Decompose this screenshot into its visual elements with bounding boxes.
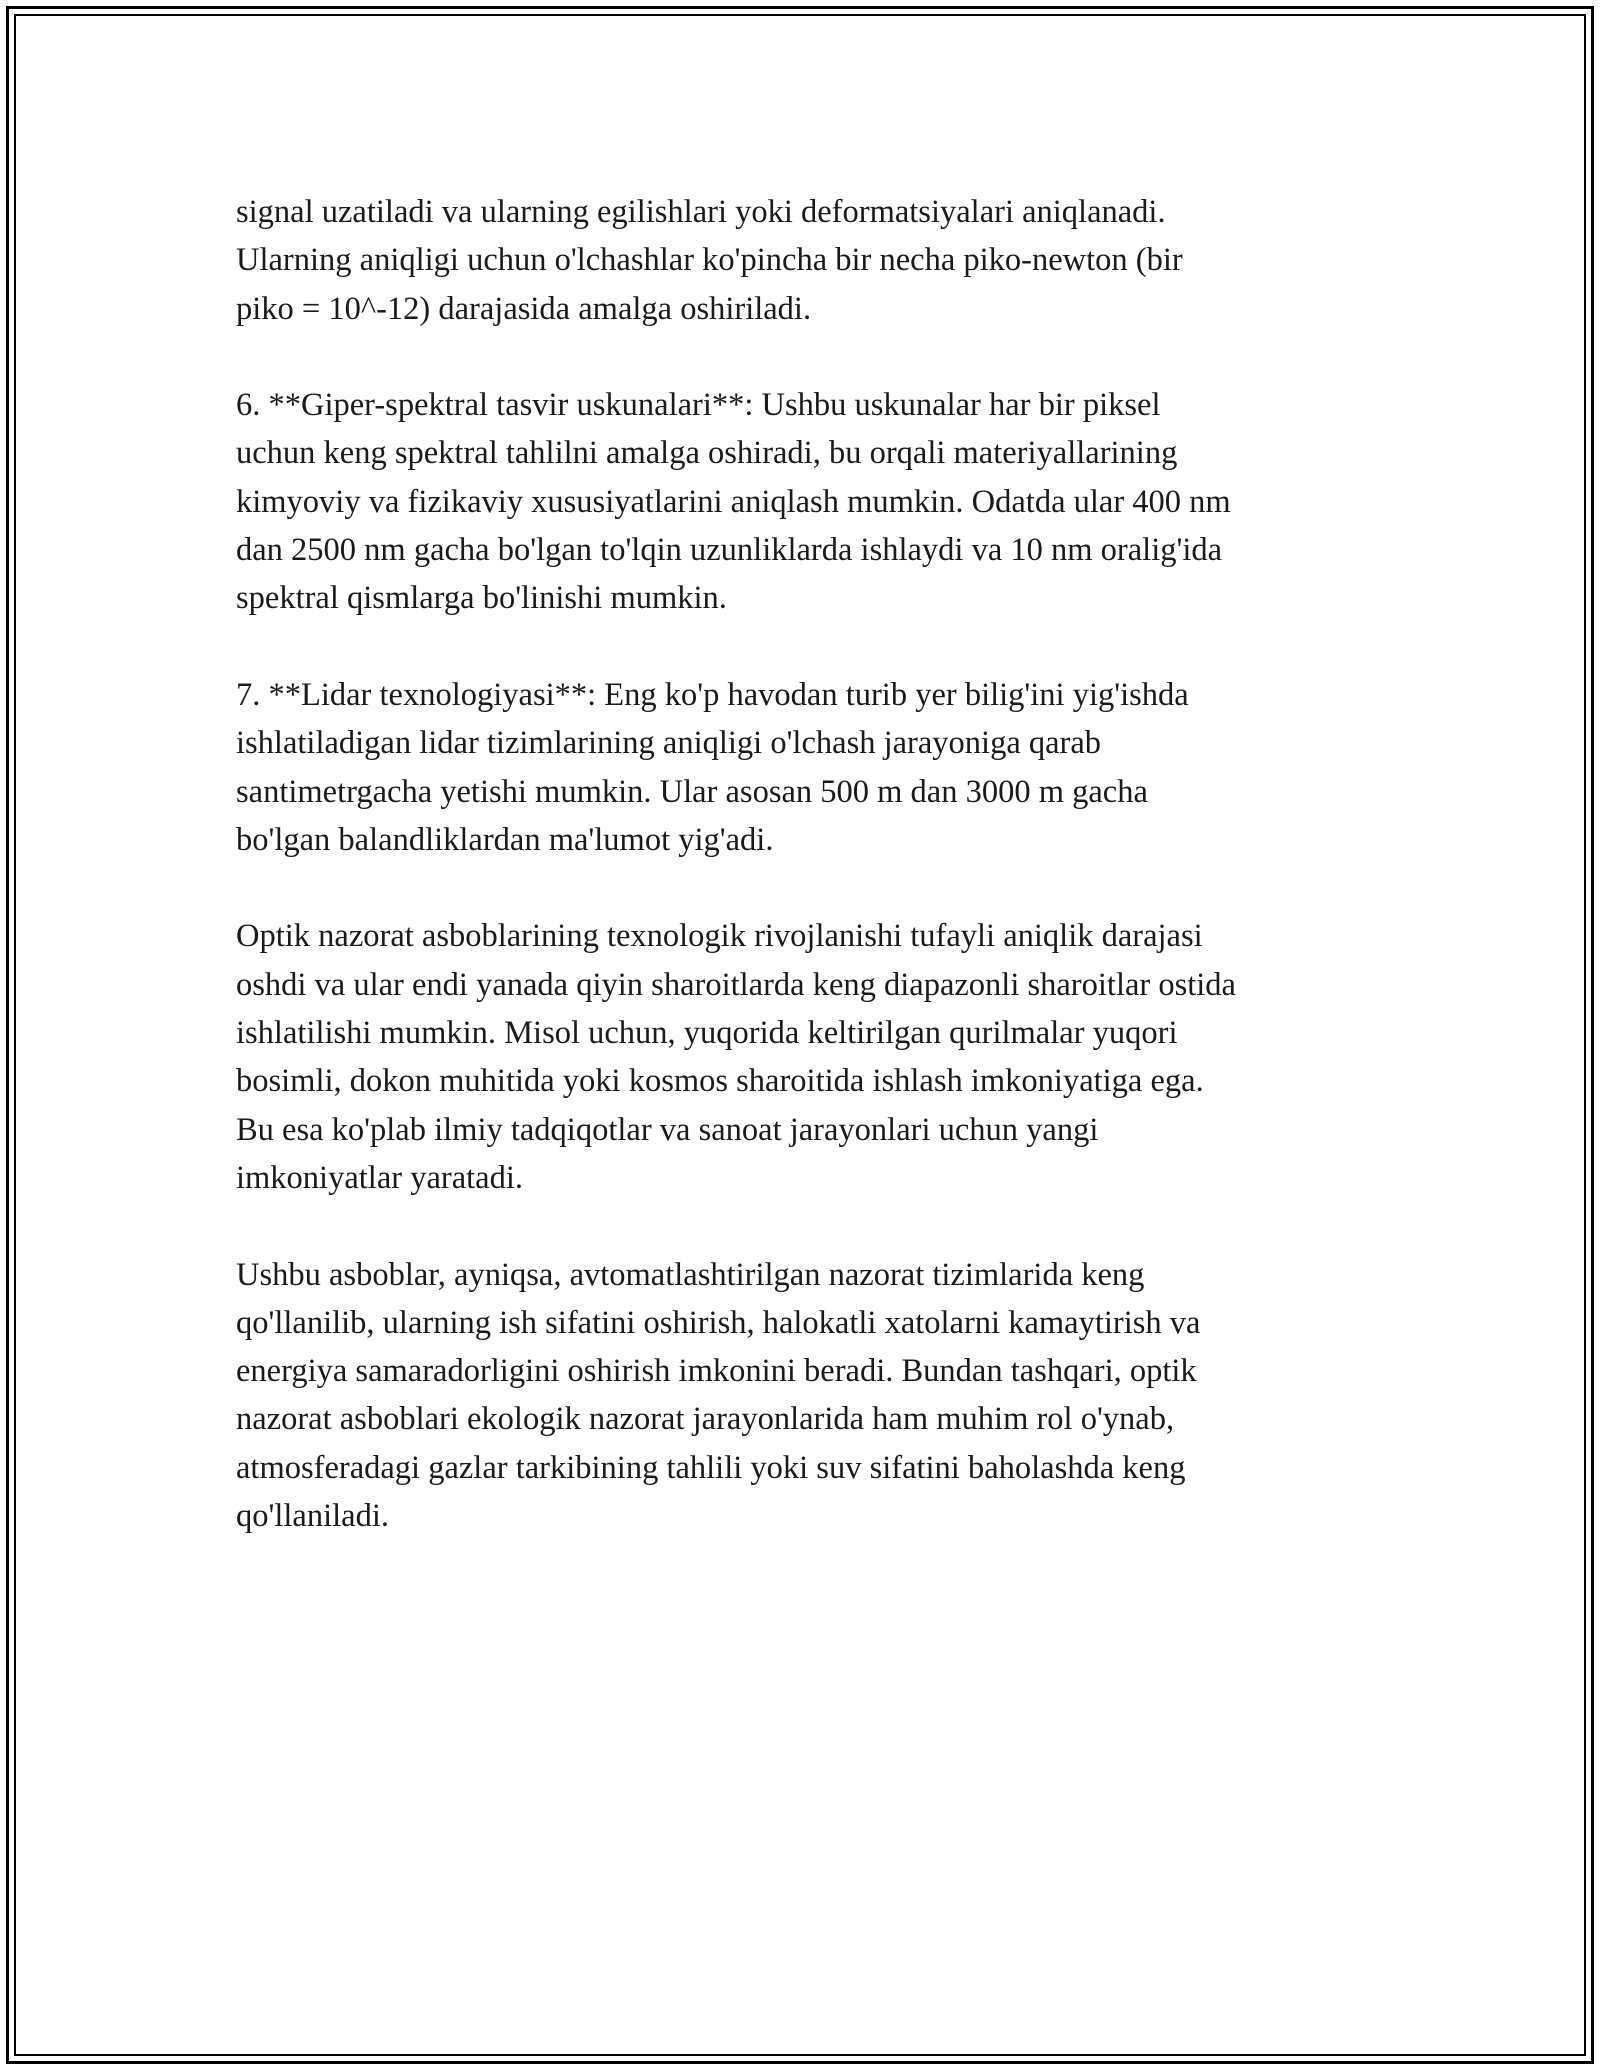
text-line: nazorat asboblari ekologik nazorat jarayonlarida ham muhim rol o'ynab, — [236, 1401, 1175, 1438]
text-line: Ushbu asboblar, ayniqsa, avtomatlashtirilgan nazorat tizimlarida keng — [236, 1256, 1145, 1293]
text-line: bo'lgan balandliklardan ma'lumot yig'adi. — [236, 821, 774, 858]
text-line: atmosferadagi gazlar tarkibining tahlili yoki suv sifatini baholashda keng — [236, 1449, 1186, 1486]
text-line: qo'llaniladi. — [236, 1498, 389, 1535]
paragraph-lidar — [236, 671, 1376, 864]
text-line: uchun keng spektral tahlilni amalga oshiradi, bu orqali materiyallarining — [236, 435, 1178, 472]
text-line: imkoniyatlar yaratadi. — [236, 1159, 523, 1196]
text-line: santimetrgacha yetishi mumkin. Ular asosan 500 m dan 3000 m gacha — [236, 773, 1148, 810]
text-line: Optik nazorat asboblarining texnologik rivojlanishi tufayli aniqlik darajasi — [236, 918, 1203, 955]
text-line: ishlatilishi mumkin. Misol uchun, yuqorida keltirilgan qurilmalar yuqori — [236, 1015, 1178, 1052]
text-line: dan 2500 nm gacha bo'lgan to'lqin uzunliklarda ishlaydi va 10 nm oralig'ida — [236, 532, 1223, 569]
paragraph-optical-development — [236, 912, 1376, 1202]
paragraph-automation — [236, 1251, 1376, 1541]
paragraph-signal-continuation — [236, 188, 1376, 333]
text-line: oshdi va ular endi yanada qiyin sharoitlarda keng diapazonli sharoitlar ostida — [236, 966, 1236, 1003]
text-line: Bu esa ko'plab ilmiy tadqiqotlar va sanoat jarayonlari uchun yangi — [236, 1111, 1099, 1148]
document-body — [236, 188, 1376, 1589]
text-line: piko = 10^-12) darajasida amalga oshiriladi. — [236, 290, 812, 327]
text-line: qo'llanilib, ularning ish sifatini oshirish, halokatli xatolarni kamaytirish va — [236, 1304, 1201, 1341]
text-line: kimyoviy va fizikaviy xususiyatlarini aniqlash mumkin. Odatda ular 400 nm — [236, 483, 1231, 520]
text-line: spektral qismlarga bo'linishi mumkin. — [236, 580, 727, 617]
text-line: energiya samaradorligini oshirish imkonini beradi. Bundan tashqari, optik — [236, 1353, 1197, 1390]
paragraph-hyperspectral — [236, 381, 1376, 622]
text-line: bosimli, dokon muhitida yoki kosmos sharoitida ishlash imkoniyatiga ega. — [236, 1063, 1204, 1100]
text-line: Ularning aniqligi uchun o'lchashlar ko'pincha bir necha piko-newton (bir — [236, 242, 1183, 279]
text-line: ishlatiladigan lidar tizimlarining aniqligi o'lchash jarayoniga qarab — [236, 725, 1102, 762]
text-line: 6. **Giper-spektral tasvir uskunalari**: Ushbu uskunalar har bir piksel — [236, 387, 1161, 424]
text-line: 7. **Lidar texnologiyasi**: Eng ko'p havodan turib yer bilig'ini yig'ishda — [236, 676, 1189, 713]
text-line: signal uzatiladi va ularning egilishlari yoki deformatsiyalari aniqlanadi. — [236, 194, 1166, 230]
